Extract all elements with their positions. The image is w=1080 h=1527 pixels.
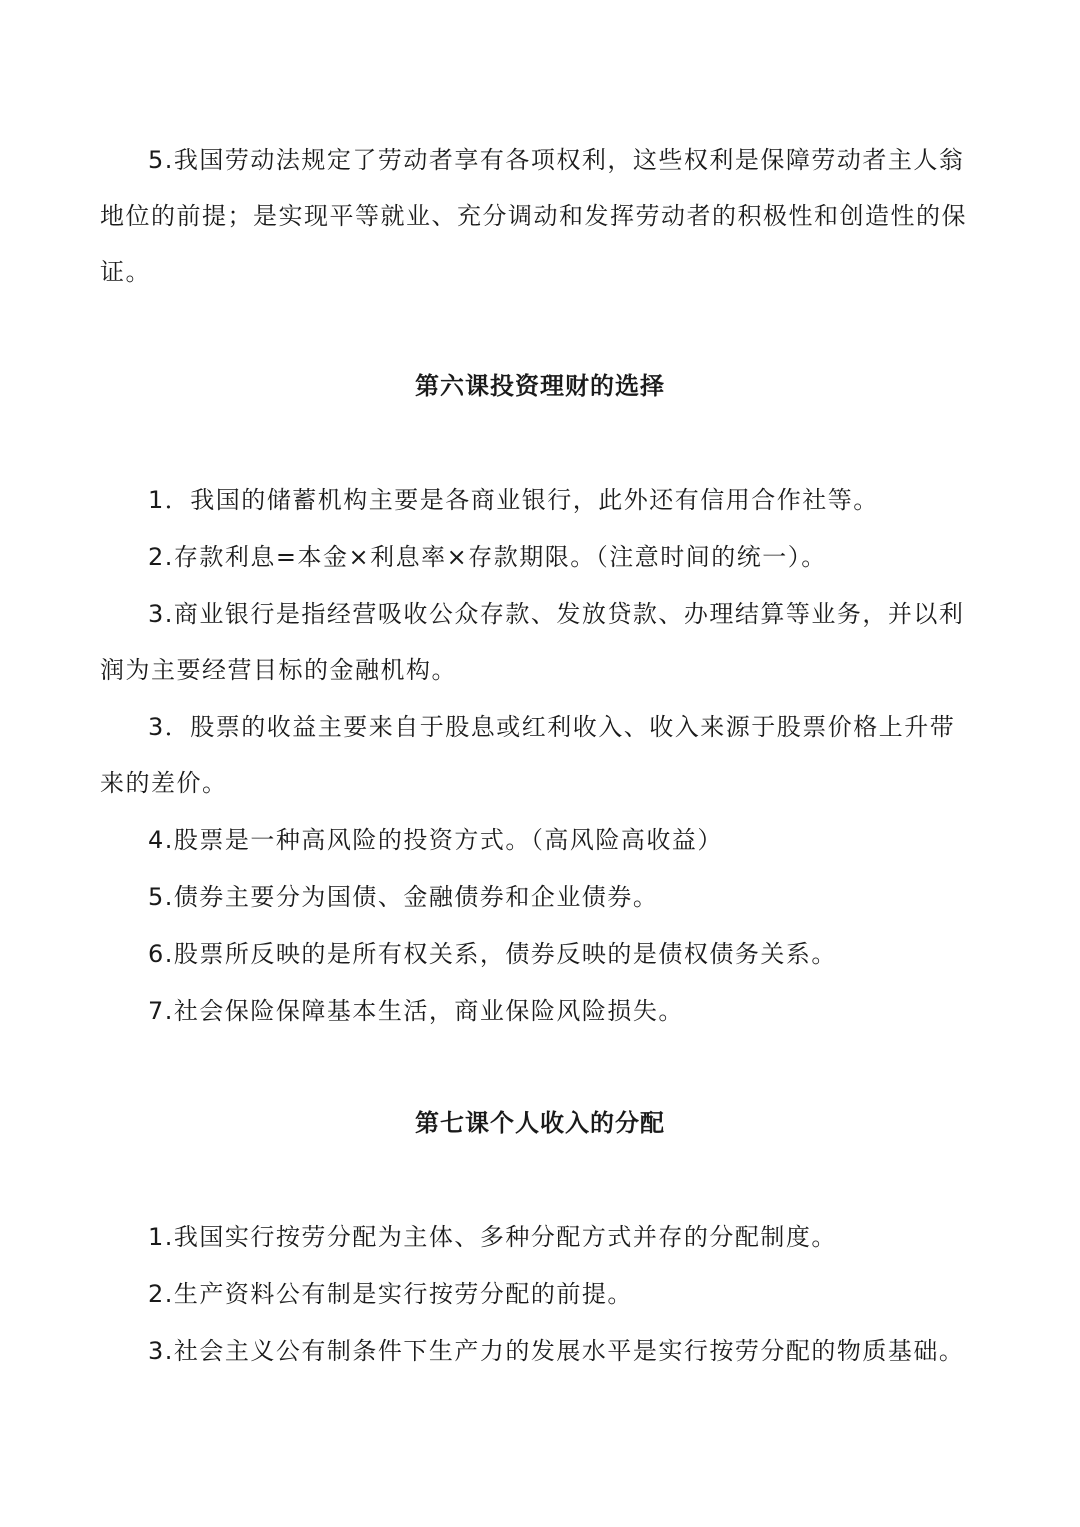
section-6-item-6: 5.债券主要分为国债、金融债券和企业债券。 xyxy=(148,883,659,911)
section-6-item-1: 1．我国的储蓄机构主要是各商业银行，此外还有信用合作社等。 xyxy=(148,486,879,514)
section-7-item-3: 3.社会主义公有制条件下生产力的发展水平是实行按劳分配的物质基础。 xyxy=(148,1337,965,1365)
section-7-item-2: 2.生产资料公有制是实行按劳分配的前提。 xyxy=(148,1280,633,1308)
section-6-item-5: 4.股票是一种高风险的投资方式。（高风险高收益） xyxy=(148,826,723,854)
section-6-item-2: 2.存款利息=本金×利息率×存款期限。（注意时间的统一）。 xyxy=(148,543,827,571)
section-7-item-1: 1.我国实行按劳分配为主体、多种分配方式并存的分配制度。 xyxy=(148,1223,837,1251)
section-6-item-7: 6.股票所反映的是所有权关系，债券反映的是债权债务关系。 xyxy=(148,940,837,968)
section-6-item-3: 3.商业银行是指经营吸收公众存款、发放贷款、办理结算等业务，并以利润为主要经营目标的金融机构。 xyxy=(100,600,965,684)
intro-paragraph: 5.我国劳动法规定了劳动者享有各项权利，这些权利是保障劳动者主人翁地位的前提；是实现平等就业、充分调动和发挥劳动者的积极性和创造性的保证。 xyxy=(100,146,967,286)
section-6-title: 第六课投资理财的选择 xyxy=(415,371,665,400)
section-6-item-4: 3．股票的收益主要来自于股息或红利收入、收入来源于股票价格上升带来的差价。 xyxy=(100,713,956,797)
section-6-item-8: 7.社会保险保障基本生活，商业保险风险损失。 xyxy=(148,997,684,1025)
section-7-title: 第七课个人收入的分配 xyxy=(415,1108,665,1137)
